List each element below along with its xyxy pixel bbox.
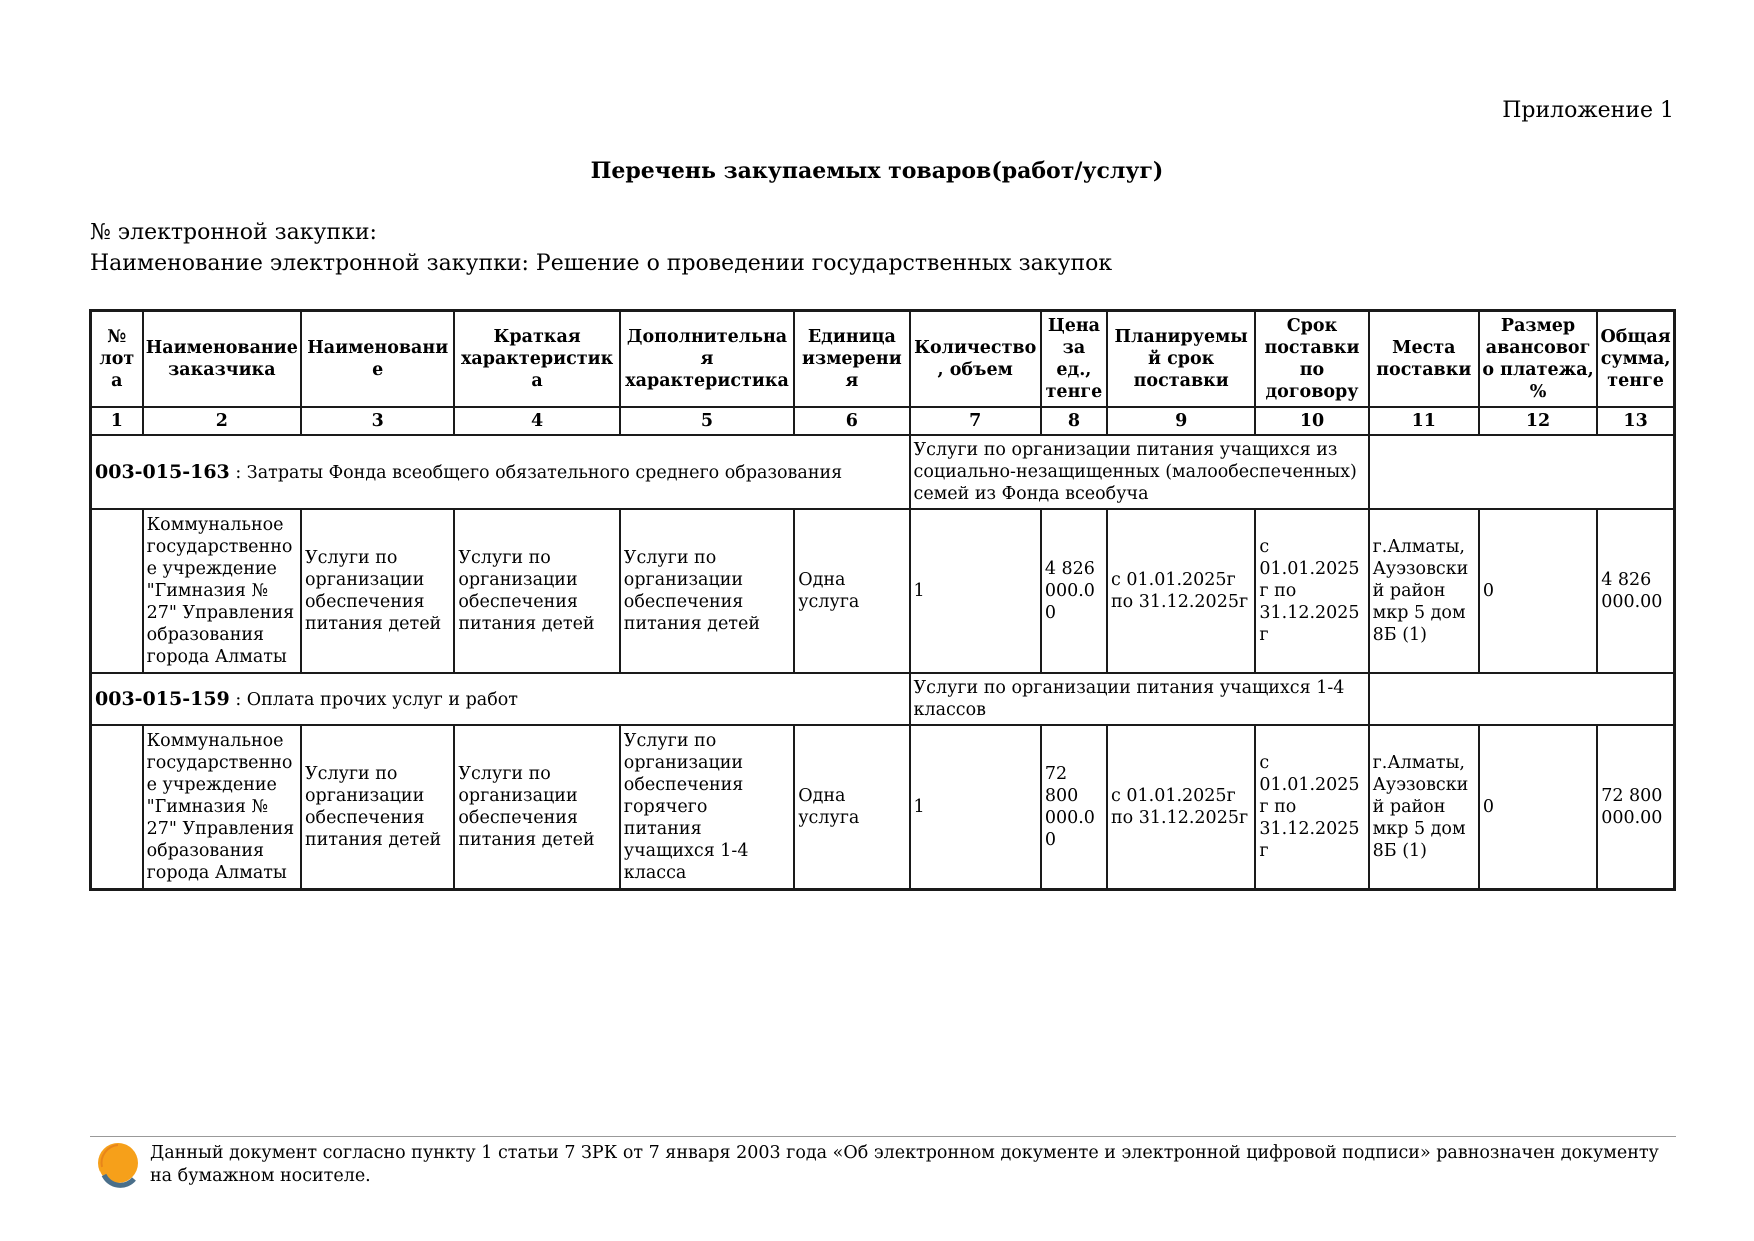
- column-number: 13: [1597, 407, 1674, 435]
- header-unit: Единица измерения: [794, 311, 909, 408]
- column-number: 8: [1041, 407, 1107, 435]
- cell-total: 4 826 000.00: [1597, 509, 1674, 673]
- group-code: 003-015-159: [95, 687, 230, 710]
- column-number: 4: [454, 407, 619, 435]
- column-number: 1: [91, 407, 143, 435]
- cell-advance: 0: [1479, 725, 1597, 890]
- cell-advance: 0: [1479, 509, 1597, 673]
- lots-table: [89, 309, 1676, 891]
- table-row: [91, 725, 1675, 890]
- group-separator: :: [229, 689, 247, 710]
- header-row: [91, 311, 1675, 408]
- header-name: Наименование: [301, 311, 454, 408]
- cell-customer: Коммунальное государственное учреждение "Гимназия № 27" Управления образования города Алматы: [143, 725, 301, 890]
- group-empty-cell: [1369, 435, 1675, 509]
- group-description: Услуги по организации питания учащихся 1-4 классов: [910, 673, 1369, 725]
- table-row: [91, 509, 1675, 673]
- cell-price: 72 800 000.00: [1041, 725, 1107, 890]
- cell-place: г.Алматы, Ауэзовский район мкр 5 дом 8Б (1): [1369, 725, 1479, 890]
- cell-short: Услуги по организации обеспечения питания детей: [454, 725, 619, 890]
- group-name: Затраты Фонда всеобщего обязательного среднего образования: [246, 462, 843, 483]
- header-planned: Планируемый срок поставки: [1107, 311, 1255, 408]
- header-place: Места поставки: [1369, 311, 1479, 408]
- procurement-number: № электронной закупки:: [90, 220, 377, 245]
- header-short: Краткая характеристика: [454, 311, 619, 408]
- column-number: 9: [1107, 407, 1255, 435]
- group-row: [91, 673, 1675, 725]
- cell-unit: Одна услуга: [794, 725, 909, 890]
- cell-lot: [91, 725, 143, 890]
- group-name: Оплата прочих услуг и работ: [246, 689, 518, 710]
- cell-place: г.Алматы, Ауэзовский район мкр 5 дом 8Б (1): [1369, 509, 1479, 673]
- cell-quantity: 1: [910, 509, 1041, 673]
- header-price: Цена за ед., тенге: [1041, 311, 1107, 408]
- document-title: Перечень закупаемых товаров(работ/услуг): [590, 158, 1164, 184]
- column-number: 10: [1255, 407, 1368, 435]
- cell-additional: Услуги по организации обеспечения горячего питания учащихся 1-4 класса: [620, 725, 794, 890]
- column-number: 3: [301, 407, 454, 435]
- group-row: [91, 435, 1675, 509]
- column-number: 5: [620, 407, 794, 435]
- header-total: Общая сумма, тенге: [1597, 311, 1674, 408]
- group-title: [91, 435, 910, 509]
- cell-total: 72 800 000.00: [1597, 725, 1674, 890]
- cell-contract: с 01.01.2025г по 31.12.2025г: [1255, 509, 1368, 673]
- column-number-row: [91, 407, 1675, 435]
- footer-legal-text: Данный документ согласно пункту 1 статьи 7 ЗРК от 7 января 2003 года «Об электронном документе и электронной цифровой подписи» равнозначен документу на бумажном носителе.: [150, 1143, 1659, 1186]
- cell-name: Услуги по организации обеспечения питания детей: [301, 725, 454, 890]
- footer-divider: [90, 1136, 1676, 1137]
- cell-planned: с 01.01.2025г по 31.12.2025г: [1107, 725, 1255, 890]
- column-number: 12: [1479, 407, 1597, 435]
- group-title: [91, 673, 910, 725]
- header-customer: Наименование заказчика: [143, 311, 301, 408]
- cell-price: 4 826 000.00: [1041, 509, 1107, 673]
- cell-customer: Коммунальное государственное учреждение "Гимназия № 27" Управления образования города Алматы: [143, 509, 301, 673]
- group-separator: :: [229, 462, 247, 483]
- cell-short: Услуги по организации обеспечения питания детей: [454, 509, 619, 673]
- cell-planned: с 01.01.2025г по 31.12.2025г: [1107, 509, 1255, 673]
- cell-lot: [91, 509, 143, 673]
- goszakup-logo-icon: [94, 1141, 142, 1189]
- header-additional: Дополнительная характеристика: [620, 311, 794, 408]
- header-advance: Размер авансового платежа, %: [1479, 311, 1597, 408]
- column-number: 2: [143, 407, 301, 435]
- cell-quantity: 1: [910, 725, 1041, 890]
- column-number: 7: [910, 407, 1041, 435]
- cell-contract: с 01.01.2025г по 31.12.2025г: [1255, 725, 1368, 890]
- column-number: 11: [1369, 407, 1479, 435]
- cell-additional: Услуги по организации обеспечения питания детей: [620, 509, 794, 673]
- appendix-label: Приложение 1: [1502, 98, 1674, 123]
- group-code: 003-015-163: [95, 460, 230, 483]
- column-number: 6: [794, 407, 909, 435]
- header-contract: Срок поставки по договору: [1255, 311, 1368, 408]
- procurement-name: Наименование электронной закупки: Решение о проведении государственных закупок: [90, 251, 1113, 276]
- group-empty-cell: [1369, 673, 1675, 725]
- cell-unit: Одна услуга: [794, 509, 909, 673]
- header-lot: № лота: [91, 311, 143, 408]
- group-description: Услуги по организации питания учащихся из социально-незащищенных (малообеспеченных) семей из Фонда всеобуча: [910, 435, 1369, 509]
- header-quantity: Количество, объем: [910, 311, 1041, 408]
- cell-name: Услуги по организации обеспечения питания детей: [301, 509, 454, 673]
